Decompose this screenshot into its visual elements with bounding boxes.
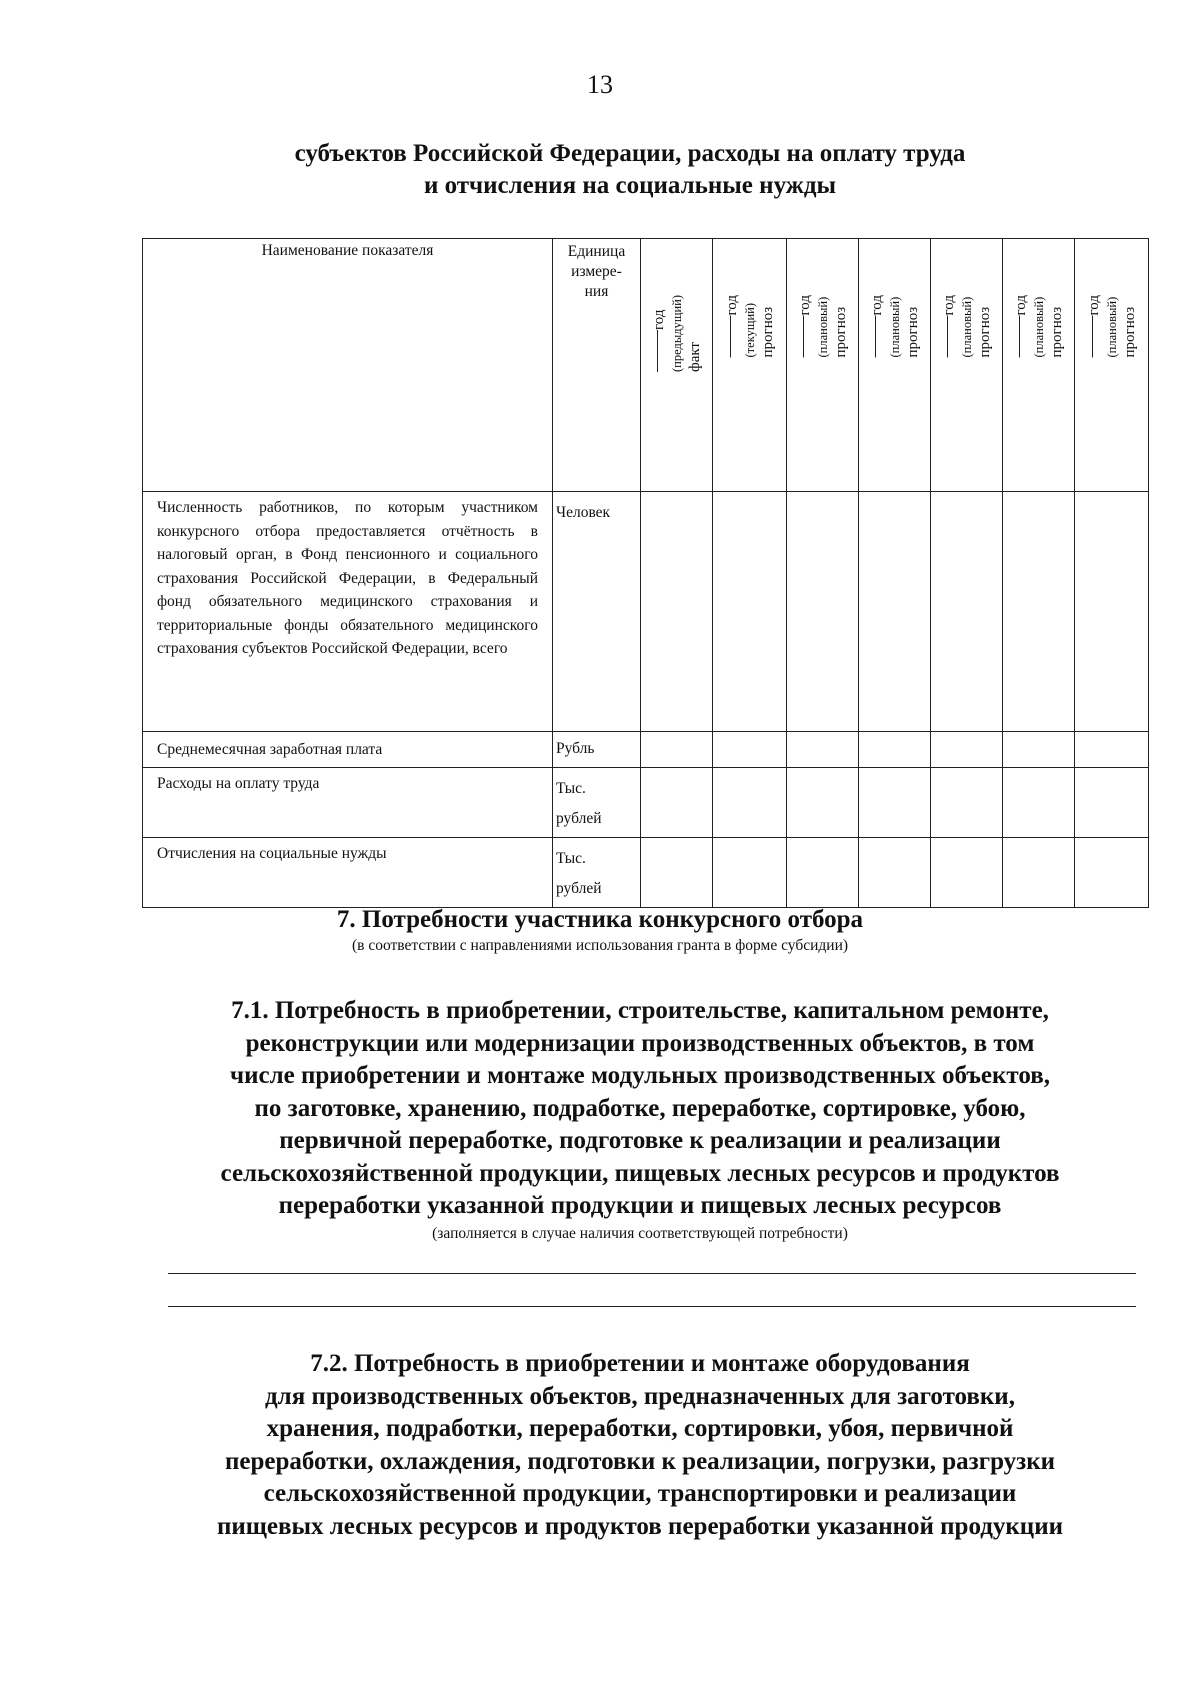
row-indicator-name: Численность работников, по которым участником конкурсного отбора предоставляется отчётность в налоговый орган, в Фонд пенсионного и социального страхования Российской Федерации, в Федеральный фонд обязательного медицинского страхования и территориальные фонды обязательного медицинского страхования субъектов Российской Федерации, всего — [143, 492, 553, 732]
year-label: год — [1086, 295, 1102, 357]
section-7-title: 7. Потребности участника конкурсного отбора — [336, 906, 864, 933]
data-cell[interactable] — [859, 492, 931, 732]
year-status: прогноз — [1121, 306, 1138, 358]
data-cell[interactable] — [859, 838, 931, 908]
data-cell[interactable] — [1075, 768, 1149, 838]
section-7-2-title: 7.2. Потребность в приобретении и монтаже оборудования для производственных объектов, предназначенных для заготовки, хранения, подработки, переработки, сортировки, убоя, первичной переработки, охлаждения, подготовки к реализации, погрузки, разгрузки сельскохозяйственной продукции, транспортировки и реализации пищевых лесных ресурсов и продуктов переработки указанной продукции — [216, 1350, 1064, 1540]
year-status: прогноз — [832, 306, 849, 358]
table-heading — [130, 138, 1130, 202]
header-year-planned-forecast — [787, 239, 859, 492]
section-7-2 — [150, 1348, 1130, 1543]
header-unit-line: ния — [584, 283, 609, 300]
heading-line: субъектов Российской Федерации, расходы на оплату труда — [294, 140, 966, 167]
header-year-planned-forecast — [859, 239, 931, 492]
data-cell[interactable] — [641, 768, 713, 838]
year-label: год — [797, 295, 813, 357]
data-cell[interactable] — [787, 838, 859, 908]
heading-line: и отчисления на социальные нужды — [423, 172, 837, 199]
data-cell[interactable] — [787, 768, 859, 838]
data-cell[interactable] — [931, 768, 1003, 838]
year-type: (плановый) — [887, 296, 902, 358]
header-year-prev-fact — [641, 239, 713, 492]
table-row — [143, 838, 1149, 908]
fill-in-line[interactable] — [168, 1306, 1136, 1307]
header-unit — [553, 239, 641, 492]
header-year-planned-forecast — [931, 239, 1003, 492]
data-cell[interactable] — [931, 732, 1003, 768]
header-year-planned-forecast — [1003, 239, 1075, 492]
year-status: факт — [686, 342, 703, 373]
row-unit: Рубль — [553, 732, 641, 768]
row-unit: Человек — [553, 492, 641, 732]
data-cell[interactable] — [1075, 492, 1149, 732]
page-number: 13 — [587, 70, 613, 99]
row-indicator-name: Отчисления на социальные нужды — [143, 838, 553, 908]
year-type: (текущий) — [742, 302, 757, 358]
data-cell[interactable] — [787, 732, 859, 768]
row-unit: Тыс. рублей — [553, 768, 641, 838]
data-cell[interactable] — [859, 732, 931, 768]
year-type: (плановый) — [959, 296, 974, 358]
section-7-1-title: 7.1. Потребность в приобретении, строительстве, капитальном ремонте, реконструкции или модернизации производственных объектов, в том числе приобретении и монтаже модульных производственных объектов, по заготовке, хранению, подработке, переработке, сортировке, убою, первичной переработке, подготовке к реализации и реализации сельскохозяйственной продукции, пищевых лесных ресурсов и продуктов переработки указанной продукции и пищевых лесных ресурсов — [220, 997, 1060, 1219]
year-label: год — [1013, 295, 1029, 357]
year-status: прогноз — [759, 306, 776, 358]
data-cell[interactable] — [641, 492, 713, 732]
data-cell[interactable] — [713, 768, 787, 838]
year-type: (плановый) — [815, 296, 830, 358]
year-label: год — [651, 310, 667, 372]
data-cell[interactable] — [713, 838, 787, 908]
table-row — [143, 492, 1149, 732]
header-unit-line: измере- — [571, 263, 622, 280]
data-cell[interactable] — [931, 492, 1003, 732]
section-7-note: (в соответствии с направлениями использования гранта в форме субсидии) — [351, 937, 849, 954]
row-indicator-name: Расходы на оплату труда — [143, 768, 553, 838]
table-header-row — [143, 239, 1149, 492]
data-cell[interactable] — [787, 492, 859, 732]
year-status: прогноз — [1048, 306, 1065, 358]
data-cell[interactable] — [641, 838, 713, 908]
fill-in-line[interactable] — [168, 1273, 1136, 1274]
header-unit-line: Единица — [567, 243, 626, 260]
year-label: год — [869, 295, 885, 357]
header-indicator-name: Наименование показателя — [143, 239, 553, 492]
header-year-current-forecast — [713, 239, 787, 492]
row-unit: Тыс. рублей — [553, 838, 641, 908]
year-label: год — [941, 295, 957, 357]
data-cell[interactable] — [859, 768, 931, 838]
year-status: прогноз — [904, 306, 921, 358]
data-cell[interactable] — [931, 838, 1003, 908]
data-cell[interactable] — [713, 492, 787, 732]
year-label: год — [724, 295, 740, 357]
data-cell[interactable] — [1003, 732, 1075, 768]
data-cell[interactable] — [641, 732, 713, 768]
section-7-1-note: (заполняется в случае наличия соответствующей потребности) — [432, 1224, 848, 1242]
table-row — [143, 732, 1149, 768]
header-year-planned-forecast — [1075, 239, 1149, 492]
data-cell[interactable] — [1003, 768, 1075, 838]
data-cell[interactable] — [1075, 732, 1149, 768]
row-indicator-name: Среднемесячная заработная плата — [143, 732, 553, 768]
indicators-table — [142, 238, 1149, 908]
data-cell[interactable] — [713, 732, 787, 768]
section-7-1 — [150, 995, 1130, 1245]
table-row — [143, 768, 1149, 838]
data-cell[interactable] — [1075, 838, 1149, 908]
data-cell[interactable] — [1003, 838, 1075, 908]
year-status: прогноз — [976, 306, 993, 358]
section-7 — [0, 905, 1200, 957]
year-type: (плановый) — [1031, 296, 1046, 358]
data-cell[interactable] — [1003, 492, 1075, 732]
year-type: (плановый) — [1104, 296, 1119, 358]
year-type: (предыдущий) — [669, 295, 684, 373]
